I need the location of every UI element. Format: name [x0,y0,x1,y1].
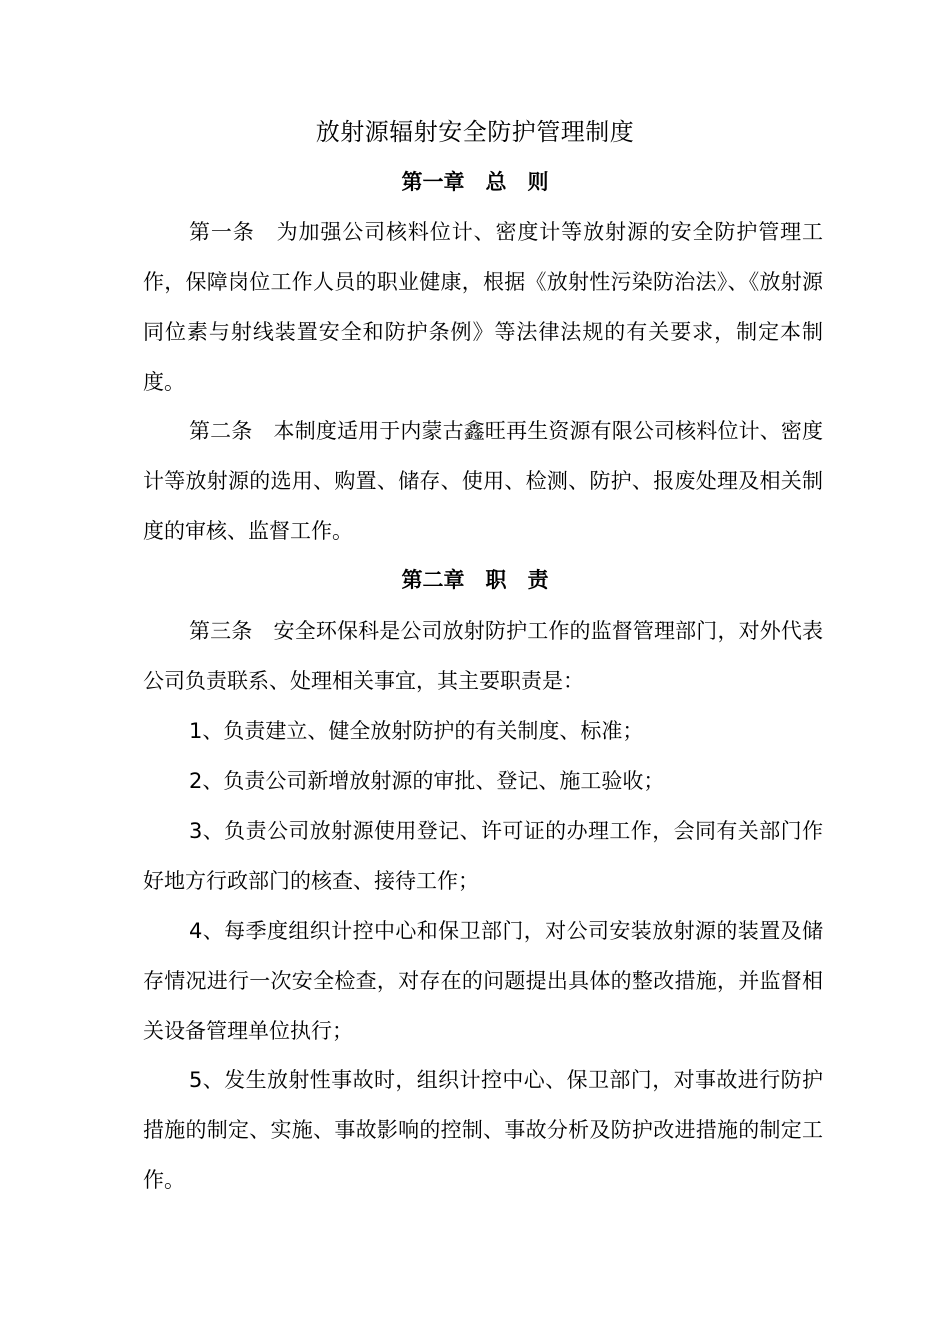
duty-item-1: 1、负责建立、健全放射防护的有关制度、标准； [189,719,644,743]
duty-item-3: 3、负责公司放射源使用登记、许可证的办理工作，会同有关部门作好地方行政部门的核查、接待工作； [143,819,823,893]
duty-item-4: 4、每季度组织计控中心和保卫部门，对公司安装放射源的装置及储存情况进行一次安全检查，对存在的问题提出具体的整改措施，并监督相关设备管理单位执行； [143,919,823,1043]
article-2: 第二条 本制度适用于内蒙古鑫旺再生资源有限公司核料位计、密度计等放射源的选用、购置、储存、使用、检测、防护、报废处理及相关制度的审核、监督工作。 [143,419,823,543]
chapter-heading-2: 第二章 职 责 [401,568,549,592]
duty-item-2: 2、负责公司新增放射源的审批、登记、施工验收； [189,769,665,793]
document-title: 放射源辐射安全防护管理制度 [315,118,635,146]
article-3: 第三条 安全环保科是公司放射防护工作的监督管理部门，对外代表公司负责联系、处理相关事宜，其主要职责是： [143,619,823,693]
chapter-heading-1: 第一章 总 则 [401,170,549,194]
article-1: 第一条 为加强公司核料位计、密度计等放射源的安全防护管理工作，保障岗位工作人员的职业健康，根据《放射性污染防治法》、《放射源同位素与射线装置安全和防护条例》等法律法规的有关要求，制定本制度。 [143,220,823,394]
duty-item-5: 5、发生放射性事故时，组织计控中心、保卫部门，对事故进行防护措施的制定、实施、事故影响的控制、事故分析及防护改进措施的制定工作。 [143,1068,823,1192]
